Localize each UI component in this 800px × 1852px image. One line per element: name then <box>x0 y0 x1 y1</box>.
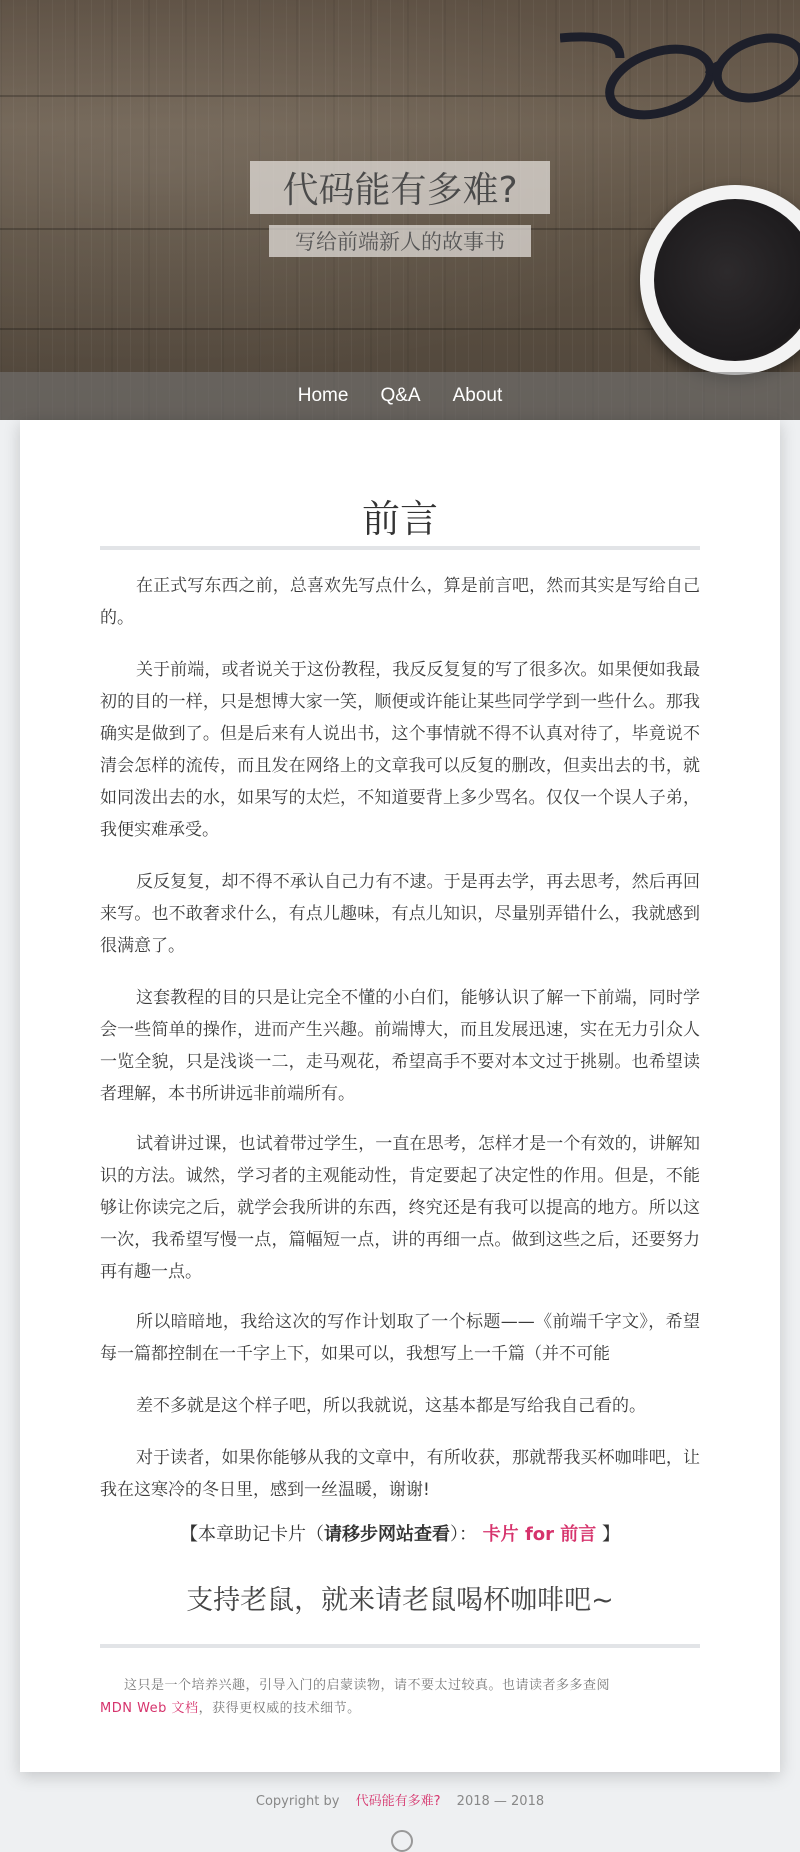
paragraph: 关于前端，或者说关于这份教程，我反反复复的写了很多次。如果便如我最初的目的一样，只是想博大家一笑，顺便或许能让某些同学学到一些什么。那我确实是做到了。但是后来有人说出书，这个事情就不得不认真对待了，毕竟说不清会怎样的流传，而且发在网络上的文章我可以反复的删改，但卖出去的书，就如同泼出去的水，如果写的太烂，不知道要背上多少骂名。仅仅一个误人子弟，我便实难承受。 <box>100 660 700 840</box>
paragraph: 这套教程的目的只是让完全不懂的小白们，能够认识了解一下前端，同时学会一些简单的操作，进而产生兴趣。前端博大，而且发展迅速，实在无力引众人一览全貌，只是浅谈一二，走马观花，希望高手不要对本文过于挑剔。也希望读者理解，本书所讲远非前端所有。 <box>100 988 700 1104</box>
memory-card-link[interactable]: 卡片 for 前言 <box>482 1524 597 1545</box>
paragraph: 在正式写东西之前，总喜欢先写点什么，算是前言吧，然而其实是写给自己的。 <box>100 576 700 628</box>
article-heading: 前言 <box>361 497 438 541</box>
article-card <box>20 420 780 1772</box>
main-nav <box>0 372 800 420</box>
disclaimer: 这只是一个培养兴趣，引导入门的启蒙读物，请不要太过较真。也请读者多多查阅 MDN Web 文档，获得更权威的技术细节。 <box>100 1678 611 1716</box>
copyright-text: Copyright by <box>255 1794 340 1809</box>
heading-divider <box>100 546 700 550</box>
coffee-cup-icon <box>640 185 800 375</box>
mdn-link[interactable]: MDN Web 文档 <box>100 1701 199 1716</box>
nav-qa[interactable]: Q&A <box>380 385 421 406</box>
nav-about[interactable]: About <box>452 385 503 406</box>
paragraph: 试着讲过课，也试着带过学生，一直在思考，怎样才是一个有效的，讲解知识的方法。诚然，学习者的主观能动性，肯定要起了决定性的作用。但是，不能够让你读完之后，就学会我所讲的东西，终究还是有我可以提高的地方。所以这一次，我希望写慢一点，篇幅短一点，讲的再细一点。做到这些之后，还要努力再有趣一点。 <box>100 1134 700 1282</box>
paragraph: 对于读者，如果你能够从我的文章中，有所收获，那就帮我买杯咖啡吧，让我在这寒冷的冬日里，感到一丝温暖，谢谢! <box>100 1448 700 1500</box>
paragraph: 差不多就是这个样子吧，所以我就说，这基本都是写给我自己看的。 <box>136 1396 646 1416</box>
glasses-icon <box>560 10 800 130</box>
site-title: 代码能有多难? <box>250 161 550 214</box>
page-footer <box>0 1790 800 1809</box>
copyright-years: 2018 — 2018 <box>456 1794 545 1809</box>
paragraph: 反反复复，却不得不承认自己力有不逮。于是再去学，再去思考，然后再回来写。也不敢奢求什么，有点儿趣味，有点儿知识，尽量别弄错什么，我就感到很满意了。 <box>100 872 700 956</box>
scroll-top-icon[interactable] <box>391 1830 413 1852</box>
support-text: 支持老鼠，就来请老鼠喝杯咖啡吧~ <box>186 1585 614 1616</box>
footer-site-link[interactable]: 代码能有多难? <box>355 1794 441 1809</box>
site-subtitle: 写给前端新人的故事书 <box>269 225 531 257</box>
nav-home[interactable]: Home <box>297 385 349 406</box>
memory-card-note: 【本章助记卡片（请移步网站查看）： 卡片 for 前言 】 <box>179 1524 621 1545</box>
header-hero <box>0 0 800 420</box>
paragraph: 所以暗暗地，我给这次的写作计划取了一个标题——《前端千字文》，希望每一篇都控制在一千字上下，如果可以，我想写上一千篇（并不可能 <box>100 1312 700 1364</box>
footer-divider <box>100 1644 700 1648</box>
